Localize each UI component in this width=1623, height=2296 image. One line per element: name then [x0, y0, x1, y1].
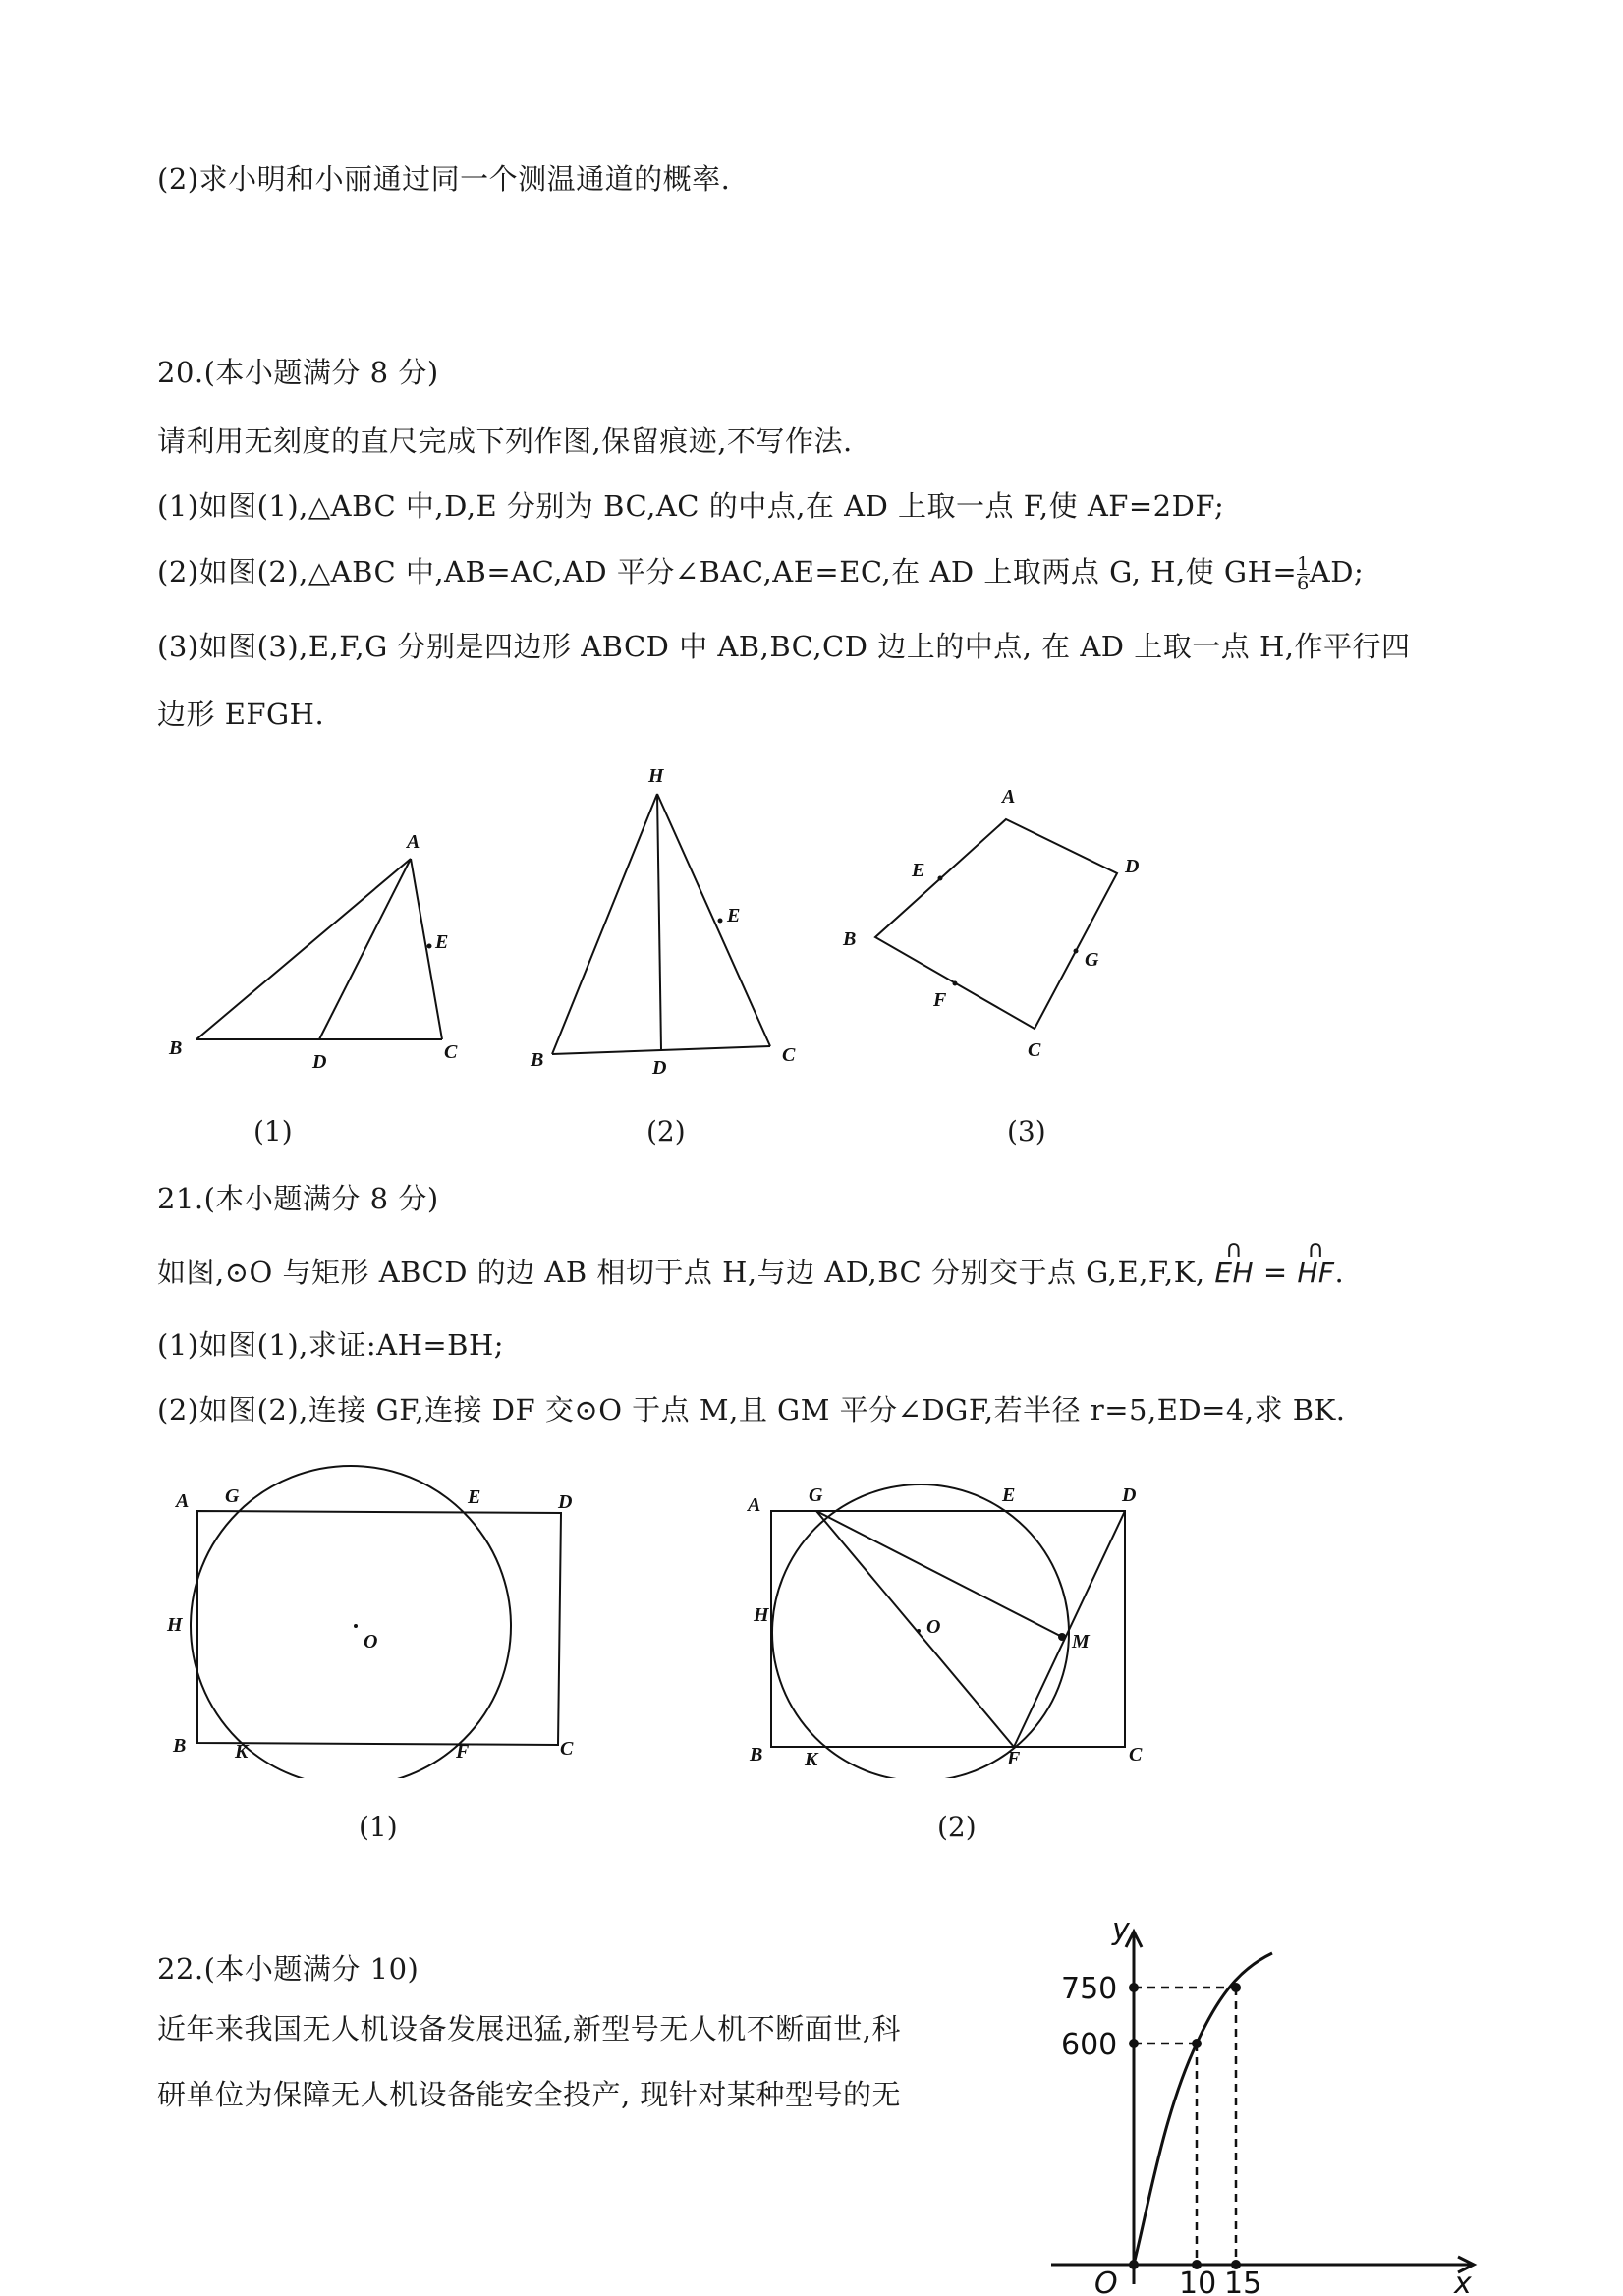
label-m: M [1072, 1631, 1090, 1652]
q21-header: 21.(本小题满分 8 分) [157, 1182, 439, 1215]
circle-o [772, 1484, 1069, 1778]
point-m [1058, 1633, 1066, 1641]
rectangle-abcd [197, 1511, 561, 1745]
label-b: B [173, 1735, 187, 1757]
arc-eh [1214, 1235, 1255, 1289]
q21-part2: (2)如图(2),连接 GF,连接 DF 交⊙O 于点 M,且 GM 平分∠DGF,若半径 r=5,ED=4,求 BK. [157, 1393, 1346, 1427]
q22-line1: 近年来我国无人机设备发展迅猛,新型号无人机不断面世,科 [157, 2012, 901, 2045]
q22-header: 22.(本小题满分 10) [157, 1952, 420, 1986]
y-axis-label: y [1112, 1916, 1130, 1947]
q20-figure-1 [157, 820, 491, 1076]
q21-caption-2: (2) [937, 1811, 977, 1843]
tick-750-point [1129, 1983, 1139, 1992]
label-h: H [648, 765, 664, 787]
x-tick-10: 10 [1179, 2267, 1217, 2294]
x-axis-label: x [1454, 2267, 1472, 2294]
label-d: D [652, 1057, 667, 1079]
q22-graph [1051, 1916, 1483, 2294]
label-c: C [1028, 1039, 1041, 1061]
fraction-denominator: 6 [1297, 572, 1310, 594]
curve [1134, 1953, 1272, 2265]
arc-hf [1297, 1235, 1335, 1289]
center-o [917, 1629, 921, 1633]
origin-point [1129, 2260, 1139, 2269]
label-e: E [468, 1486, 481, 1508]
q20-caption-2: (2) [646, 1115, 686, 1148]
q20-caption-1: (1) [253, 1115, 293, 1148]
point-f [953, 981, 958, 986]
quadrilateral-abcd [875, 819, 1117, 1029]
point-e [427, 944, 432, 949]
label-b: B [843, 928, 857, 950]
q21-part1: (1)如图(1),求证:AH=BH; [157, 1328, 505, 1362]
q20-part2-text: (2)如图(2),△ABC 中,AB=AC,AD 平分∠BAC,AE=EC,在 AD 上取两点 G, H,使 GH= [157, 555, 1298, 588]
arc-mark-icon: ∩ [1225, 1235, 1244, 1262]
q22-line2: 研单位为保障无人机设备能安全投产, 现针对某种型号的无 [157, 2078, 901, 2111]
curve-point-10 [1192, 2039, 1202, 2048]
label-a: A [1002, 786, 1016, 808]
q20-caption-3: (3) [1007, 1115, 1046, 1148]
label-f: F [456, 1741, 470, 1763]
q20-header: 20.(本小题满分 8 分) [157, 356, 439, 389]
label-h: H [167, 1614, 183, 1636]
label-e: E [1002, 1484, 1016, 1506]
label-h: H [754, 1604, 769, 1626]
segment-ab [196, 859, 411, 1039]
arc-hf-label: HF [1297, 1257, 1335, 1289]
segment-hd [657, 794, 661, 1050]
segment-gf [816, 1511, 1014, 1747]
q21-figure-2 [732, 1464, 1174, 1778]
fraction-one-sixth [1297, 552, 1310, 594]
label-e: E [727, 905, 741, 926]
segment-hb [552, 794, 657, 1054]
q20-figure-3 [825, 776, 1159, 1071]
equals-sign: = [1262, 1256, 1288, 1289]
segment-ad [319, 859, 411, 1039]
label-c: C [782, 1044, 796, 1066]
period: . [1334, 1256, 1345, 1289]
label-d: D [312, 1051, 327, 1073]
point-e [718, 919, 723, 924]
label-b: B [750, 1744, 763, 1765]
label-e: E [435, 931, 449, 953]
arc-eh-label: EH [1214, 1257, 1255, 1289]
label-b: B [531, 1049, 544, 1071]
q20-part2 [157, 550, 1364, 593]
segment-hc [657, 794, 770, 1046]
label-a: A [407, 831, 420, 853]
label-a: A [176, 1490, 190, 1512]
label-a: A [748, 1494, 761, 1516]
rectangle-abcd [771, 1511, 1125, 1747]
q21-caption-1: (1) [359, 1811, 398, 1843]
label-d: D [558, 1491, 573, 1513]
point-e [938, 876, 943, 881]
label-f: F [933, 989, 947, 1011]
label-g: G [809, 1484, 823, 1506]
q20-figure-2 [511, 756, 825, 1081]
tick-600-point [1129, 2039, 1139, 2048]
center-o [354, 1624, 358, 1628]
label-f: F [1007, 1748, 1021, 1769]
label-k: K [805, 1749, 818, 1770]
label-c: C [560, 1738, 574, 1760]
origin-label: O [1094, 2267, 1118, 2294]
label-o: O [926, 1616, 941, 1638]
segment-df [1014, 1511, 1125, 1747]
q21-figure-1 [157, 1454, 609, 1778]
label-c: C [1129, 1744, 1143, 1765]
q20-part3-cont: 边形 EFGH. [157, 698, 325, 731]
fraction-numerator: 1 [1297, 552, 1310, 575]
q21-intro [157, 1235, 1345, 1291]
q21-intro-text: 如图,⊙O 与矩形 ABCD 的边 AB 相切于点 H,与边 AD,BC 分别交于点 G,E,F,K, [157, 1256, 1205, 1289]
label-g: G [225, 1485, 240, 1507]
label-b: B [169, 1037, 183, 1059]
label-e: E [912, 860, 925, 881]
point-g [1074, 949, 1079, 954]
q20-intro: 请利用无刻度的直尺完成下列作图,保留痕迹,不写作法. [157, 424, 853, 458]
y-tick-750: 750 [1061, 1972, 1118, 2006]
q20-part1: (1)如图(1),△ABC 中,D,E 分别为 BC,AC 的中点,在 AD 上取一点 F,使 AF=2DF; [157, 489, 1225, 523]
arc-mark-icon: ∩ [1307, 1235, 1325, 1262]
label-g: G [1085, 949, 1099, 971]
q20-part2-tail: AD; [1309, 555, 1365, 588]
label-c: C [444, 1041, 458, 1063]
label-d: D [1125, 856, 1140, 877]
label-d: D [1122, 1484, 1137, 1506]
curve-point-15 [1231, 1983, 1241, 1992]
label-k: K [235, 1741, 249, 1763]
label-o: O [364, 1631, 378, 1652]
x-tick-15: 15 [1224, 2267, 1262, 2294]
q19-part2: (2)求小明和小丽通过同一个测温通道的概率. [157, 162, 731, 196]
y-tick-600: 600 [1061, 2028, 1118, 2062]
q20-part3: (3)如图(3),E,F,G 分别是四边形 ABCD 中 AB,BC,CD 边上的中点, 在 AD 上取一点 H,作平行四 [157, 630, 1411, 663]
